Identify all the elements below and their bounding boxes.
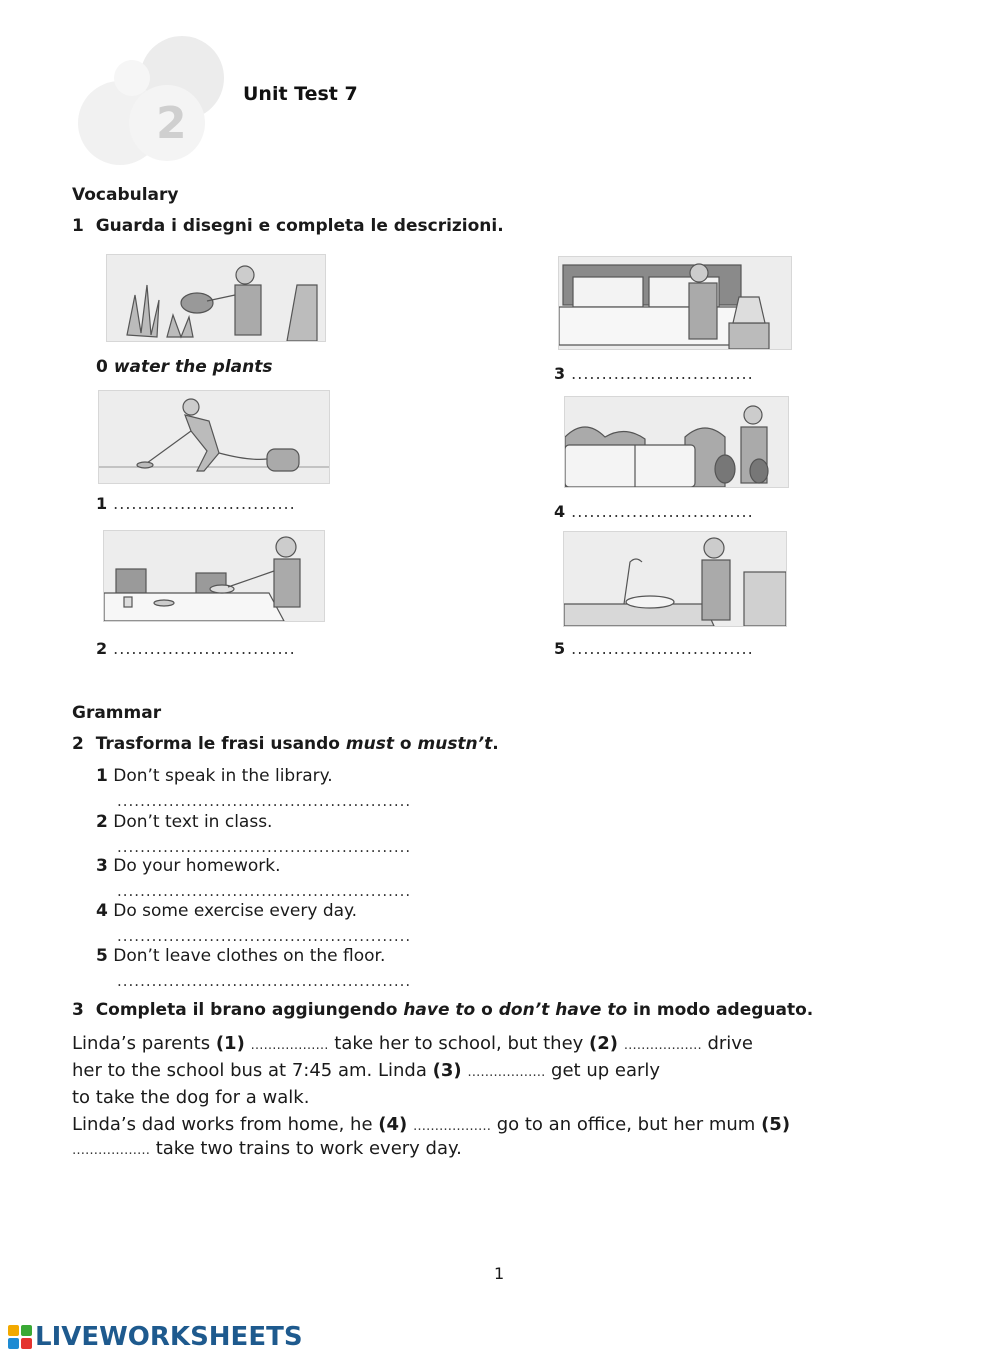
passage-line-3: to take the dog for a walk. [72, 1087, 310, 1108]
passage-line-5: ……………… take two trains to work every day. [72, 1138, 462, 1159]
grammar-answer-1[interactable]: ................................................... [117, 792, 412, 810]
vocabulary-heading: Vocabulary [72, 185, 179, 205]
vocab-item-4[interactable]: 4 .............................. [554, 502, 754, 521]
exercise-3-instruction: 3 Completa il brano aggiungendo have to o don’t have to in modo adeguato. [72, 1000, 814, 1020]
blank-5[interactable]: ……………… [72, 1143, 150, 1158]
exercise-2-instruction: 2 Trasforma le frasi usando must o mustn’t. [72, 734, 499, 754]
grammar-item-3: 3 Do your homework. [96, 856, 281, 876]
passage-line-2: her to the school bus at 7:45 am. Linda (3) ……………… get up early [72, 1060, 661, 1081]
grammar-answer-3[interactable]: ................................................... [117, 882, 412, 900]
setting-table-picture [103, 530, 325, 622]
unit-badge-bubbles [62, 28, 232, 168]
blank-3[interactable]: ……………… [467, 1065, 546, 1080]
washing-dishes-picture [563, 531, 787, 627]
grammar-answer-4[interactable]: ................................................... [117, 927, 412, 945]
taking-out-rubbish-picture [564, 396, 789, 488]
grammar-item-2: 2 Don’t text in class. [96, 812, 273, 832]
liveworksheets-icon [8, 1325, 32, 1349]
vocab-item-2[interactable]: 2 .............................. [96, 639, 296, 658]
grammar-answer-2[interactable]: ................................................... [117, 838, 412, 856]
vacuuming-picture [98, 390, 330, 484]
watering-plants-picture [106, 254, 326, 342]
page-title: Unit Test 7 [243, 83, 358, 105]
grammar-answer-5[interactable]: ................................................... [117, 972, 412, 990]
making-bed-picture [558, 256, 792, 350]
passage-line-4: Linda’s dad works from home, he (4) ……………… go to an office, but her mum (5) [72, 1114, 791, 1135]
grammar-item-1: 1 Don’t speak in the library. [96, 766, 333, 786]
vocab-item-1[interactable]: 1 .............................. [96, 494, 296, 513]
passage-line-1: Linda’s parents (1) ……………… take her to school, but they (2) ……………… drive [72, 1033, 754, 1054]
grammar-item-4: 4 Do some exercise every day. [96, 901, 358, 921]
exercise-1-instruction: 1 Guarda i disegni e completa le descrizioni. [72, 216, 504, 236]
page-number: 1 [494, 1264, 505, 1283]
vocab-item-0: 0 water the plants [96, 357, 273, 377]
blank-2[interactable]: ……………… [623, 1038, 702, 1053]
blank-4[interactable]: ……………… [412, 1119, 491, 1134]
liveworksheets-logo[interactable] [8, 1322, 303, 1352]
unit-number: 2 [156, 98, 187, 149]
grammar-item-5: 5 Don’t leave clothes on the floor. [96, 946, 386, 966]
vocab-item-3[interactable]: 3 .............................. [554, 364, 754, 383]
grammar-heading: Grammar [72, 703, 162, 723]
blank-1[interactable]: ……………… [250, 1038, 329, 1053]
liveworksheets-text: LIVEWORKSHEETS [35, 1322, 303, 1352]
vocab-item-5[interactable]: 5 .............................. [554, 639, 754, 658]
